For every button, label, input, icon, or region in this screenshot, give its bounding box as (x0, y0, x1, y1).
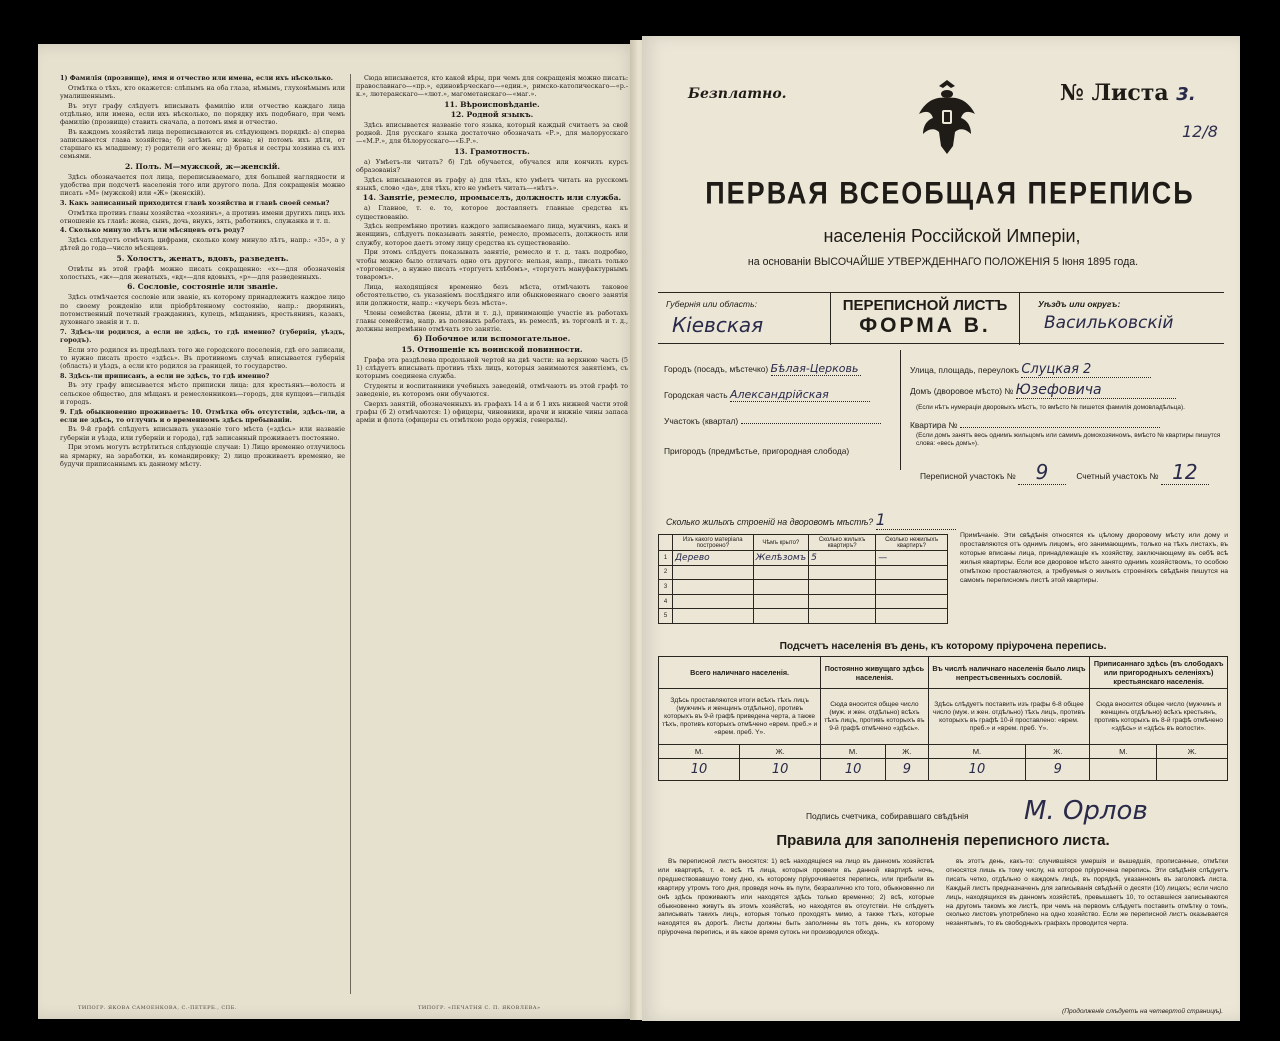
instruction-paragraph: Графа эта раздѣлена продольной чертой на двѣ части: на верхнюю часть (5 1) слѣдуетъ вписывать противъ тѣхъ лицъ, которыя занимаются занятіемъ, съ которымъ соединена служба. (356, 355, 628, 381)
population-value-cell: 10 (740, 759, 821, 781)
buildings-cell (753, 565, 808, 580)
table-row (659, 580, 948, 595)
sheet-number-label: № Листа (1060, 80, 1169, 106)
city-row (664, 362, 861, 376)
instruction-paragraph: Въ каждомъ хозяйствѣ лица переписываются въ слѣдующемъ порядкѣ: а) сперва записывается глава хозяйства; б) затѣмъ его жена; в) потомъ ихъ дѣти, от старшаго къ младшему; г) родители его жены; д) братья и сестры хозяина съ ихъ семьями. (60, 127, 345, 161)
census-form-page (642, 36, 1240, 1021)
buildings-header-cell (659, 535, 673, 551)
section-heading: 14. Занятіе, ремесло, промыселъ, должность или служба. (362, 193, 622, 203)
buildings-cell (809, 580, 876, 595)
buildings-cell (753, 580, 808, 595)
section-heading: 6. Сословіе, состояніе или званіе. (127, 282, 278, 292)
table-row (659, 565, 948, 580)
population-value-cell: 9 (1026, 759, 1090, 781)
house-row (910, 382, 1176, 399)
buildings-question-label: Сколько жилыхъ строеній на дворовомъ мѣстѣ? (666, 517, 874, 527)
buildings-cell: 5 (659, 609, 673, 624)
buildings-cell: — (876, 551, 948, 566)
population-value-cell (1090, 759, 1157, 781)
instruction-paragraph: Здѣсь слѣдуетъ отмѣчать цифрами, сколько кому минуло лѣтъ, напр.: «35», а у дѣтей до года—число мѣсяцевъ. (60, 236, 345, 253)
buildings-header-cell: Сколько жилыхъ квартиръ? (809, 535, 876, 551)
counting-district-value: 12 (1161, 460, 1209, 485)
population-sex-cell: Ж. (886, 745, 929, 759)
suburb-row (664, 446, 849, 456)
house-label: Домъ (дворовое мѣсто) № (910, 386, 1014, 396)
enumerator-signature-label: Подпись счетчика, собиравшаго свѣдѣнія (806, 811, 969, 821)
section-heading: 2. Полъ. М—мужской, ж—женскій. (124, 161, 281, 171)
buildings-cell: 4 (659, 594, 673, 609)
instructions-column-1 (60, 74, 345, 1004)
population-count-title: Подсчетъ населенія въ день, къ которому пріурочена перепись. (779, 641, 1107, 652)
population-sex-row (659, 745, 1228, 759)
legal-basis: на основаніи ВЫСОЧАЙШЕ УТВЕРЖДЕННАГО ПОЛОЖЕНІЯ 5 Іюня 1895 года. (747, 256, 1139, 268)
instruction-paragraph: Студенты и воспитанники учебныхъ заведеній, отмѣчаютъ въ этой графѣ то заведеніе, въ которомъ они обучаются. (356, 381, 628, 399)
population-note-row (659, 689, 1228, 745)
population-header-cell: Въ числѣ наличнаго населенія было лицъ непрестъсвенныхъ сословій. (928, 657, 1090, 689)
buildings-note: Примѣчаніе. Эти свѣдѣнія относятся къ цѣлому дворовому мѣсту или дому и проставляются отъ однимъ лицомъ, его занимающимъ, только на тѣхъ листахъ, въ которые вписаны лица, принадлежащіе къ хозяйству, заключающему въ себѣ всѣ жилыя квартиры. Если все дворовое мѣсто занято однимъ хозяйствомъ, то особою отмѣткою проставляются, а требуемыя о жилыхъ строеніяхъ свѣдѣнія пишутся на самомъ переписномъ листѣ этой квартиры. (960, 532, 1228, 584)
section-heading: 15. Отношеніе къ воинской повинности. (401, 344, 583, 354)
buildings-cell (876, 594, 948, 609)
buildings-table (658, 534, 948, 624)
left-page-instructions (38, 44, 640, 1019)
apartment-row (910, 420, 1160, 430)
instruction-paragraph: Здѣсь вписывается названіе того языка, который каждый считаетъ за свой родной. Для русскаго языка достаточно обозначать «Р.», для малорусскаго—«М.Р.», для бѣлорусскаго—«Б.Р.». (356, 121, 628, 146)
quarter-label: Участокъ (квартал) (664, 416, 739, 426)
buildings-cell: Желѣзомъ (753, 551, 808, 566)
buildings-cell (876, 609, 948, 624)
buildings-header-row (659, 535, 948, 551)
form-title-line1: ПЕРЕПИСНОЙ ЛИСТЪ (842, 297, 1008, 314)
buildings-cell (753, 609, 808, 624)
street-row (910, 362, 1151, 378)
enumerator-signature: М. Орлов (1024, 796, 1148, 826)
instruction-paragraph: Сверхъ занятій, обозначенныхъ въ графахъ 14 а и б 1 ихъ нижней части этой графы (6 2) отмѣчаются: 1) офицеры, чиновники, врачи и нижніе чины запаса арміи и флота (офицеры съ отмѣткою рода оружія, генералы). (356, 399, 628, 425)
population-count-table (658, 656, 1228, 781)
population-value-row (659, 759, 1228, 781)
instruction-paragraph: Члены семейства (жены, дѣти и т. д.), принимающіе участіе въ работахъ главы семейства, напр. въ полевыхъ работахъ, въ ремеслѣ, въ торговлѣ и т. д., должны непремѣнно отмѣчать это занятіе. (356, 308, 628, 334)
population-header-cell: Всего наличнаго населенія. (659, 657, 821, 689)
buildings-cell: 3 (659, 580, 673, 595)
city-part-row (664, 388, 870, 402)
instruction-paragraph: Отмѣтка о тѣхъ, кто окажется: слѣпымъ на оба глаза, нѣмымъ, глухонѣмымъ или умалишеннымъ. (60, 83, 345, 100)
instruction-paragraph: Въ эту графу вписывается мѣсто приписки лица: для крестьянъ—волость и сельское общество, для мѣщанъ и ремесленниковъ—городъ, для купцовъ—гильдія и городъ. (60, 381, 345, 406)
buildings-cell (809, 565, 876, 580)
house-note: (Если нѣтъ нумераціи дворовыхъ мѣстъ, то вмѣсто № пишется фамилія домовладѣльца). (916, 404, 1185, 411)
buildings-cell: 1 (659, 551, 673, 566)
instruction-paragraph: Здѣсь непремѣнно противъ каждого записываемаго лица, мужчинъ, какъ и женщинъ, слѣдуетъ показывать занятіе, ремесло, промыселъ, должность или службу, которое даетъ этому лицу средства къ существованію. (356, 222, 628, 247)
instruction-paragraph: При этомъ могутъ встрѣтиться слѣдующіе случаи: 1) Лицо временно отлучилось на ярмарку, на заработки, въ командировку; 2) лицо проживаетъ временно, не будучи приписаннымъ къ данному мѣсту. (60, 443, 345, 468)
population-note-cell: Здѣсь проставляются итоги всѣхъ тѣхъ лицъ (мужчинъ и женщинъ отдѣльно), противъ которыхъ въ 9-й графѣ приведена черта, а также тѣхъ, противъ которыхъ отмѣчено «врем. преб.» и «врем. преб. Y». (659, 689, 821, 745)
instructions-column-2 (356, 74, 628, 1004)
buildings-cell: 2 (659, 565, 673, 580)
population-sex-cell: М. (928, 745, 1026, 759)
instruction-paragraph: Лица, находящіяся временно безъ мѣста, отмѣчаютъ таковое обстоятельство, съ указаніемъ послѣдняго или обыкновеннаго своего занятія или должности, напр.: «кучеръ безъ мѣста». (356, 282, 628, 308)
buildings-cell (673, 580, 754, 595)
population-sex-cell: М. (1090, 745, 1157, 759)
population-header-row (659, 657, 1228, 689)
question-heading: 8. Здѣсь-ли приписанъ, а если не здѣсь, то гдѣ именно? (60, 371, 270, 380)
instruction-paragraph: а) Главное, т. е. то, которое доставляетъ главные средства къ существованію. (356, 204, 628, 221)
buildings-cell (753, 594, 808, 609)
population-header-cell: Приписаннаго здѣсь (въ слободахъ или пригородныхъ селеніяхъ) крестьянскаго населенія. (1090, 657, 1228, 689)
buildings-cell (673, 594, 754, 609)
population-sex-cell: Ж. (1026, 745, 1090, 759)
census-district-value: 9 (1018, 460, 1066, 485)
buildings-question-value: 1 (876, 510, 956, 530)
buildings-cell (876, 565, 948, 580)
table-row (659, 609, 948, 624)
instruction-paragraph: Въ этут графу слѣдуетъ вписывать фамилію или отчество каждаго лица отдѣльно, или имена, если ихъ нѣсколько, по порядку ихъ подобнаго, при чемъ фамилію (прозвище) ставить сначала, а потомъ имя и отчество. (60, 101, 345, 127)
population-value-cell: 10 (928, 759, 1026, 781)
province-value: Кіевская (672, 313, 764, 337)
population-note-cell: Сюда вносится общее число (муж. и жен. отдѣльно) всѣхъ тѣхъ лицъ, противъ которыхъ въ 9-й графѣ отмѣчено «здѣсь». (821, 689, 928, 745)
population-sex-cell: М. (821, 745, 886, 759)
population-note-cell: Сюда вносится общее число (мужчинъ и женщинъ отдѣльно) всѣхъ крестьянъ, противъ которыхъ въ 8-й графѣ отмѣчено «здѣсь» и «здѣсь въ волости». (1090, 689, 1228, 745)
city-label: Городъ (посадъ, мѣстечко) (664, 364, 769, 374)
instruction-paragraph: Отмѣтка противъ главы хозяйства «хозяинъ», а противъ имени другихъ лицъ ихъ отношеніе къ главѣ: жена, сынъ, дочь, внукъ, зять, работникъ, служанка и т. п. (60, 208, 345, 225)
free-label: Безплатно. (688, 86, 787, 102)
population-sex-cell: Ж. (1157, 745, 1228, 759)
population-sex-cell: М. (659, 745, 740, 759)
city-value: Бѣлая-Церковь (771, 362, 861, 376)
instruction-paragraph: Здѣсь отмѣчается сословіе или званіе, къ которому принадлежитъ каждое лицо по своему рожденію или пріобрѣтенному состоянію, напр.: дворянинъ, потомственный почетный гражданинъ, купецъ, мѣщанинъ, крестьянинъ, казакъ, духовнаго званія и т. п. (60, 293, 345, 326)
section-heading: 12. Родной языкъ. (450, 109, 534, 119)
question-heading: 7. Здѣсь-ли родился, а если не здѣсь, то гдѣ именно? (губернія, уѣздъ, городъ). (60, 327, 345, 344)
question-heading: 3. Какъ записанный приходится главѣ хозяйства и главѣ своей семьи? (60, 198, 330, 207)
city-part-value: Александрійская (730, 388, 870, 402)
population-value-cell (1157, 759, 1228, 781)
column-divider (350, 74, 351, 994)
rules-column-right (946, 858, 1228, 1018)
buildings-cell (673, 609, 754, 624)
population-note-cell: Здѣсь слѣдуетъ поставить изъ графы 6-8 общее число (муж. и жен. отдѣльно) тѣхъ лицъ, противъ которыхъ въ графѣ 10-й проставлено: «врем. преб.» и «врем. преб. Y». (928, 689, 1090, 745)
instruction-paragraph: Если это родился въ предѣлахъ того же городского поселенія, гдѣ его записали, то нужно писать просто «здѣсь». Въ противномъ случаѣ вписывается губернія (область) и уѣздъ, а если кто родился за границей, то государство. (60, 345, 345, 370)
question-heading: 4. Сколько минуло лѣтъ или мѣсяцевъ отъ роду? (60, 226, 245, 235)
quarter-row (664, 416, 881, 426)
rules-title: Правила для заполненія переписного листа. (776, 832, 1110, 849)
buildings-header-cell: Изъ какого матеріала построено? (673, 535, 754, 551)
street-value: Слуцкая 2 (1021, 362, 1151, 378)
rules-text-right: въ этотъ день, какъ-то: случившіяся умершія и вышедшія, прописанные, отмѣтки относятся лишь къ тому числу, на которое пріурочена перепись. Эти свѣдѣнія слѣдуетъ писать четко, отдѣльно о каждомъ лицѣ, въ порядкѣ, указанномъ въ заголовкѣ листа. Каждый листъ предназначенъ для записыванія свѣдѣній о десяти (10) лицахъ; если число лицъ, находящихся въ данномъ хозяйствѣ, превышаетъ 10, то оставшіеся записываются на другомъ такомъ же листѣ, при чемъ на первомъ слѣдуетъ поставить отмѣтку о томъ, сколько листовъ употреблено на одно хозяйство. Если же переписной листъ оказывается незанятымъ, то въ свободныхъ графахъ проводится черта. (946, 858, 1228, 928)
buildings-cell (673, 565, 754, 580)
province-label: Губернія или область: (666, 299, 757, 309)
sheet-number-value: 3. (1176, 84, 1196, 105)
instruction-paragraph: Здѣсь вписываются въ графу а) для тѣхъ, кто умѣетъ читать на русскомъ языкѣ, слово «да», для тѣхъ, кто не умѣетъ читать—«нѣтъ». (356, 175, 628, 192)
instruction-paragraph: При этомъ слѣдуетъ показывать занятіе, ремесло и т. д. такъ подробно, чтобы можно было отличать одно отъ другого: нельзя, напр., писать только «торговецъ», а нужно писать «торгуетъ хлѣбомъ», «торгуетъ мануфактурнымъ товаромъ». (356, 248, 628, 281)
buildings-header-cell: Чѣмъ крыто? (753, 535, 808, 551)
city-part-label: Городская часть (664, 390, 728, 400)
section-heading: 13. Грамотность. (454, 146, 530, 156)
buildings-cell: Дерево (673, 551, 754, 566)
rules-text-left: Въ переписной листъ вносятся: 1) всѣ находящіеся на лицо въ данномъ хозяйствѣ или квартирѣ, т. е. всѣ тѣ лица, которыя провели въ данной квартирѣ ночь, предшествовавшую тому дню, къ которому пріурочивается перепись, или прибыли въ квартиру утромъ того дня, проведя ночь въ пути, безразлично кто того, обыкновенно ли онѣ здѣсь проживаютъ или находятся здѣсь только временно; 2) всѣ, которые обыкновенно живутъ въ этомъ хозяйствѣ, но находятся въ отсутствіи. Не слѣдуетъ записывать такихъ лицъ, которыя только проходятъ мимо, а также тѣхъ, которые находятся въ дорогѣ. Листы должны быть заполнены въ тотъ день, къ которому пріурочена перепись, и въ какое время сутокъ ни производился обходъ. (658, 858, 934, 937)
rules-column-left (658, 858, 934, 1008)
province-header-box (658, 292, 1224, 344)
population-value-cell: 9 (886, 759, 929, 781)
census-district-row (920, 460, 1209, 485)
section-heading: 11. Вѣроисповѣданіе. (444, 99, 540, 109)
form-title-line2: ФОРМА В. (859, 314, 991, 337)
street-label: Улица, площадь, переулокъ (910, 365, 1020, 375)
imperial-eagle-emblem (917, 80, 977, 158)
printer-mark-left: ТИПОГР. ЯКОВА САМОЕНКОВА, С.-ПЕТЕРБ., СПБ. (78, 1005, 237, 1011)
instruction-paragraph: Отвѣты въ этой графѣ можно писать сокращенно: «х»—для обозначенія холостыхъ, «ж»—для женатыхъ, «вд»—для вдовыхъ, «р»—для разведенныхъ. (60, 264, 345, 281)
continuation-note: (Продолженіе слѣдуетъ на четвертой страницѣ). (1062, 1008, 1224, 1015)
house-value: Юзефовича (1016, 382, 1176, 399)
population-value-cell: 10 (821, 759, 886, 781)
address-divider (900, 350, 901, 470)
table-row (659, 594, 948, 609)
suburb-label: Пригородъ (предмѣстье, пригородная слобода) (664, 446, 850, 456)
buildings-cell (876, 580, 948, 595)
printer-mark-right: ТИПОГР. «ПЕЧАТНЯ С. П. ЯКОВЛЕВА» (418, 1005, 541, 1011)
instruction-paragraph: Здѣсь обозначается пол лица, переписываемаго, для большей наглядности и удобства при подсчетѣ населенія того или другого пола. Для сокращенія можно писать «М» (мужской) или «Ж» (женскій). (60, 172, 345, 198)
instruction-paragraph: а) Умѣетъ-ли читать? б) Гдѣ обучается, обучался или кончилъ курсъ образованія? (356, 157, 628, 175)
page-title: ПЕРВАЯ ВСЕОБЩАЯ ПЕРЕПИСЬ (705, 175, 1195, 211)
district-label: Уѣздъ или округъ: (1038, 299, 1121, 309)
population-header-cell: Постоянно живущаго здѣсь населенія. (821, 657, 928, 689)
question-heading: 1) Фамилія (прозвище), имя и отчество или имена, если ихъ нѣсколько. (60, 74, 333, 82)
census-district-label: Переписной участокъ № (920, 471, 1016, 481)
sheet-number (1060, 80, 1196, 106)
buildings-cell (809, 609, 876, 624)
buildings-header-cell: Сколько нежилыхъ квартиръ? (876, 535, 948, 551)
archive-page-number: 12/8 (1182, 122, 1218, 141)
question-heading: 9. Гдѣ обыкновенно проживаетъ: 10. Отмѣтка объ отсутствіи, здѣсь-ли, а если не здѣсь, то отлучнъ и о временномъ здѣсь пребываніи. (60, 407, 345, 424)
apartment-note: (Если домъ занятъ весь однимъ жильцомъ или самимъ домохозяиномъ, вмѣсто № квартиры пишутся слова: «весь домъ»). (916, 432, 1221, 447)
buildings-cell: 5 (809, 551, 876, 566)
section-heading: б) Побочное или вспомогательное. (413, 334, 571, 344)
counting-district-label: Счетный участокъ № (1076, 471, 1159, 481)
instruction-paragraph: Сюда вписывается, кто какой вѣры, при чемъ для сокращенія можно писать: православнаго—«пр.», единовѣрческаго—«един.», римско-католическаго—«р.-к.», лютеранскаго—«лют.», магометанскаго—«маг.». (356, 74, 628, 99)
buildings-cell (809, 594, 876, 609)
section-heading: 5. Холостъ, женатъ, вдовъ, разведенъ. (116, 253, 289, 263)
page-subtitle: населенія Россійской Имперіи, (823, 226, 1081, 246)
instruction-paragraph: Въ 9-й графѣ слѣдуетъ вписывать указаніе того мѣста («здѣсь» или названіе губерніи и уѣзда, или губерніи и города), гдѣ записанный проживаетъ постоянно. (60, 425, 345, 442)
table-row (659, 551, 948, 566)
apartment-label: Квартира № (910, 420, 958, 430)
population-sex-cell: Ж. (740, 745, 821, 759)
buildings-question (666, 510, 956, 530)
form-title-box (830, 293, 1020, 345)
population-value-cell: 10 (659, 759, 740, 781)
district-value: Васильковскій (1044, 313, 1174, 333)
